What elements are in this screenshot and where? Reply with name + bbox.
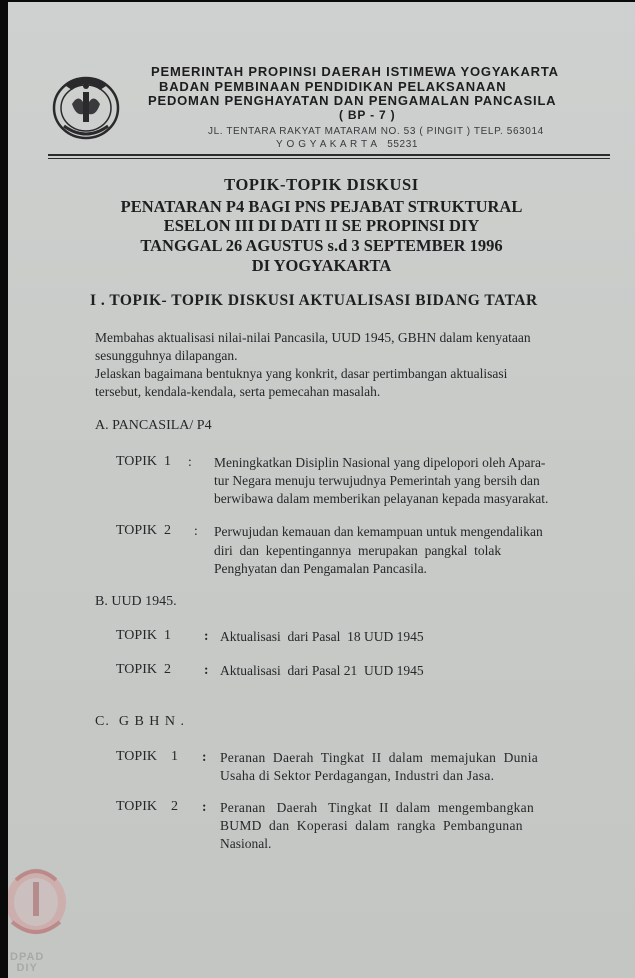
topic-a2-colon: : xyxy=(194,523,198,538)
letterhead-address: JL. TENTARA RAKYAT MATARAM NO. 53 ( PINGIT ) TELP. 563014 xyxy=(208,126,544,137)
topic-a2-label: TOPIK 2 xyxy=(116,523,171,538)
topic-a1-line-1: Meningkatkan Disiplin Nasional yang dipelopori oleh Apara- xyxy=(214,455,546,470)
title-line-1: TOPIK-TOPIK DISKUSI xyxy=(224,175,419,194)
topic-b2-colon: : xyxy=(204,662,209,677)
topic-c2-line-1: Peranan Daerah Tingkat II dalam mengembangkan xyxy=(220,800,535,815)
intro-line-4: tersebut, kendala-kendala, serta pemecahan masalah. xyxy=(95,384,381,399)
title-line-5: DI YOGYAKARTA xyxy=(251,256,392,275)
subsection-c-label: C. G B H N . xyxy=(95,714,186,729)
topic-c1-colon: : xyxy=(202,749,207,764)
letterhead-city: Y O G Y A K A R T A 55231 xyxy=(276,139,419,150)
section-heading: I . TOPIK- TOPIK DISKUSI AKTUALISASI BIDANG TATAR xyxy=(90,292,538,309)
letterhead-line-1: PEMERINTAH PROPINSI DAERAH ISTIMEWA YOGYAKARTA xyxy=(151,64,559,79)
topic-c1-line-2: Usaha di Sektor Perdagangan, Industri dan Jasa. xyxy=(220,768,495,783)
letterhead-line-4: ( BP - 7 ) xyxy=(339,108,396,122)
subsection-b-label: B. UUD 1945. xyxy=(95,594,177,609)
yogyakarta-crest-icon xyxy=(50,64,122,148)
title-line-3: ESELON III DI DATI II SE PROPINSI DIY xyxy=(163,216,480,235)
intro-line-3: Jelaskan bagaimana bentuknya yang konkrit, dasar pertimbangan aktualisasi xyxy=(95,366,508,381)
topic-b2-text: Aktualisasi dari Pasal 21 UUD 1945 xyxy=(220,663,424,678)
topic-c2-label: TOPIK 2 xyxy=(116,799,178,814)
topic-c2-colon: : xyxy=(202,799,207,814)
intro-line-2: sesungguhnya dilapangan. xyxy=(95,348,238,363)
topic-b1-text: Aktualisasi dari Pasal 18 UUD 1945 xyxy=(220,629,424,644)
topic-b1-colon: : xyxy=(204,628,209,643)
letterhead-rule-thin xyxy=(48,158,610,159)
dpad-watermark-text: DPAD DIY xyxy=(10,951,45,974)
topic-a1-line-3: berwibawa dalam memberikan pelayanan kepada masyarakat. xyxy=(214,491,549,506)
topic-b1-label: TOPIK 1 xyxy=(116,628,171,643)
topic-a2-line-1: Perwujudan kemauan dan kemampuan untuk mengendalikan xyxy=(214,524,543,539)
title-line-4: TANGGAL 26 AGUSTUS s.d 3 SEPTEMBER 1996 xyxy=(140,236,503,255)
topic-a1-line-2: tur Negara menuju terwujudnya Pemerintah yang bersih dan xyxy=(214,473,540,488)
title-line-2: PENATARAN P4 BAGI PNS PEJABAT STRUKTURAL xyxy=(120,197,523,216)
topic-a1-label: TOPIK 1 xyxy=(116,454,171,469)
dpad-watermark-logo-icon xyxy=(8,860,72,950)
letterhead-line-2: BADAN PEMBINAAN PENDIDIKAN PELAKSANAAN xyxy=(159,79,507,94)
topic-c2-line-3: Nasional. xyxy=(220,836,272,851)
letterhead-line-3: PEDOMAN PENGHAYATAN DAN PENGAMALAN PANCASILA xyxy=(148,93,557,108)
topic-a2-line-2: diri dan kepentingannya merupakan pangkal tolak xyxy=(214,543,502,558)
subsection-a-label: A. PANCASILA/ P4 xyxy=(95,418,212,433)
topic-a2-line-3: Penghyatan dan Pengamalan Pancasila. xyxy=(214,561,427,576)
topic-c2-line-2: BUMD dan Koperasi dalam rangka Pembangunan xyxy=(220,818,523,833)
topic-c1-label: TOPIK 1 xyxy=(116,749,178,764)
intro-line-1: Membahas aktualisasi nilai-nilai Pancasila, UUD 1945, GBHN dalam kenyataan xyxy=(95,330,531,345)
topic-b2-label: TOPIK 2 xyxy=(116,662,171,677)
topic-c1-line-1: Peranan Daerah Tingkat II dalam memajukan Dunia xyxy=(220,750,539,765)
letterhead-rule-thick xyxy=(48,154,610,156)
topic-a1-colon: : xyxy=(188,454,192,469)
document-page xyxy=(8,2,635,978)
